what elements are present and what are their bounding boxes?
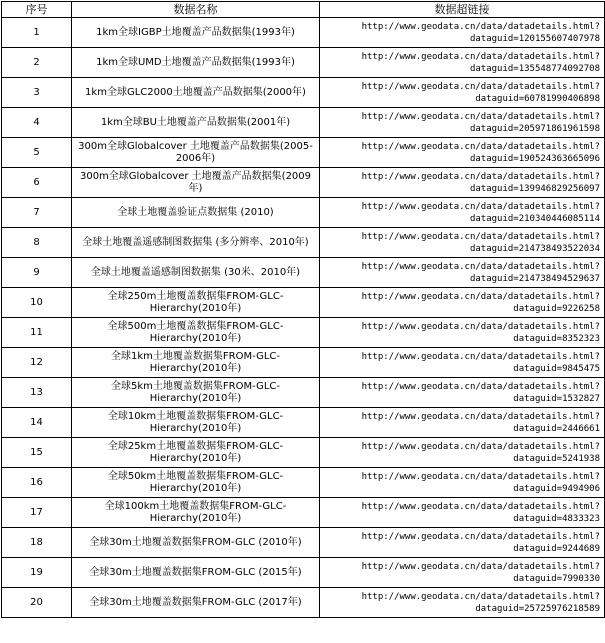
table-row bbox=[2, 288, 605, 318]
row-number: 5 bbox=[2, 138, 72, 168]
row-number: 7 bbox=[2, 198, 72, 228]
link-url-line2[interactable]: dataguid=9226258 bbox=[513, 303, 600, 314]
dataset-name: 全球土地覆盖验证点数据集 (2010) bbox=[72, 198, 320, 228]
row-number: 19 bbox=[2, 558, 72, 588]
link-url-line1[interactable]: http://www.geodata.cn/data/datadetails.html? bbox=[361, 261, 600, 272]
table-row bbox=[2, 498, 605, 528]
row-number: 8 bbox=[2, 228, 72, 258]
dataset-link[interactable] bbox=[320, 108, 605, 138]
row-number: 16 bbox=[2, 468, 72, 498]
dataset-name: 全球土地覆盖遥感制图数据集 (30米、2010年) bbox=[72, 258, 320, 288]
header-hyperlink: 数据超链接 bbox=[320, 2, 605, 18]
table-row bbox=[2, 198, 605, 228]
link-url-line1[interactable]: http://www.geodata.cn/data/datadetails.html? bbox=[361, 441, 600, 452]
dataset-name: 1km全球BU土地覆盖产品数据集(2001年) bbox=[72, 108, 320, 138]
table-row bbox=[2, 108, 605, 138]
dataset-link[interactable] bbox=[320, 408, 605, 438]
table-row bbox=[2, 48, 605, 78]
dataset-link[interactable] bbox=[320, 318, 605, 348]
row-number: 10 bbox=[2, 288, 72, 318]
link-url-line1[interactable]: http://www.geodata.cn/data/datadetails.html? bbox=[361, 471, 600, 482]
table-row bbox=[2, 378, 605, 408]
table-row bbox=[2, 348, 605, 378]
dataset-link[interactable] bbox=[320, 228, 605, 258]
link-url-line2[interactable]: dataguid=9845475 bbox=[513, 363, 600, 374]
link-url-line1[interactable]: http://www.geodata.cn/data/datadetails.html? bbox=[361, 201, 600, 212]
table-row bbox=[2, 408, 605, 438]
dataset-name: 全球500m土地覆盖数据集FROM-GLC-Hierarchy(2010年) bbox=[72, 318, 320, 348]
table-row bbox=[2, 318, 605, 348]
row-number: 6 bbox=[2, 168, 72, 198]
link-url-line1[interactable]: http://www.geodata.cn/data/datadetails.html? bbox=[361, 381, 600, 392]
row-number: 18 bbox=[2, 528, 72, 558]
link-url-line1[interactable]: http://www.geodata.cn/data/datadetails.html? bbox=[361, 561, 600, 572]
link-url-line2[interactable]: dataguid=5241938 bbox=[513, 453, 600, 464]
table-row bbox=[2, 168, 605, 198]
header-dataset-name: 数据名称 bbox=[72, 2, 320, 18]
row-number: 20 bbox=[2, 588, 72, 618]
row-number: 14 bbox=[2, 408, 72, 438]
link-url-line1[interactable]: http://www.geodata.cn/data/datadetails.html? bbox=[361, 411, 600, 422]
dataset-link[interactable] bbox=[320, 378, 605, 408]
row-number: 2 bbox=[2, 48, 72, 78]
dataset-link[interactable] bbox=[320, 168, 605, 198]
dataset-name: 1km全球UMD土地覆盖产品数据集(1993年) bbox=[72, 48, 320, 78]
link-url-line1[interactable]: http://www.geodata.cn/data/datadetails.html? bbox=[361, 321, 600, 332]
link-url-line1[interactable]: http://www.geodata.cn/data/datadetails.html? bbox=[361, 531, 600, 542]
header-number: 序号 bbox=[2, 2, 72, 18]
dataset-name: 300m全球Globalcover 土地覆盖产品数据集(2005-2006年) bbox=[72, 138, 320, 168]
table-row bbox=[2, 528, 605, 558]
link-url-line2[interactable]: dataguid=135548774092708 bbox=[469, 63, 600, 74]
dataset-name: 全球30m土地覆盖数据集FROM-GLC (2017年) bbox=[72, 588, 320, 618]
dataset-name: 全球土地覆盖遥感制图数据集 (多分辨率、2010年) bbox=[72, 228, 320, 258]
row-number: 17 bbox=[2, 498, 72, 528]
row-number: 3 bbox=[2, 78, 72, 108]
dataset-name: 全球5km土地覆盖数据集FROM-GLC-Hierarchy(2010年) bbox=[72, 378, 320, 408]
row-number: 13 bbox=[2, 378, 72, 408]
dataset-name: 全球1km土地覆盖数据集FROM-GLC-Hierarchy(2010年) bbox=[72, 348, 320, 378]
dataset-link[interactable] bbox=[320, 498, 605, 528]
row-number: 4 bbox=[2, 108, 72, 138]
link-url-line2[interactable]: dataguid=190524363665096 bbox=[469, 153, 600, 164]
dataset-name: 全球25km土地覆盖数据集FROM-GLC-Hierarchy(2010年) bbox=[72, 438, 320, 468]
link-url-line1[interactable]: http://www.geodata.cn/data/datadetails.html? bbox=[361, 81, 600, 92]
dataset-name: 1km全球GLC2000土地覆盖产品数据集(2000年) bbox=[72, 78, 320, 108]
link-url-line2[interactable]: dataguid=9494906 bbox=[513, 483, 600, 494]
dataset-link[interactable] bbox=[320, 48, 605, 78]
table-row bbox=[2, 558, 605, 588]
link-url-line2[interactable]: dataguid=1532827 bbox=[513, 393, 600, 404]
link-url-line1[interactable]: http://www.geodata.cn/data/datadetails.html? bbox=[361, 141, 600, 152]
link-url-line2[interactable]: dataguid=9244689 bbox=[513, 543, 600, 554]
link-url-line2[interactable]: dataguid=214738494529637 bbox=[469, 273, 600, 284]
dataset-link[interactable] bbox=[320, 18, 605, 48]
dataset-link[interactable] bbox=[320, 588, 605, 618]
link-url-line1[interactable]: http://www.geodata.cn/data/datadetails.html? bbox=[361, 501, 600, 512]
link-url-line1[interactable]: http://www.geodata.cn/data/datadetails.html? bbox=[361, 351, 600, 362]
table-row bbox=[2, 18, 605, 48]
table-row bbox=[2, 468, 605, 498]
dataset-table bbox=[1, 1, 605, 618]
link-url-line2[interactable]: dataguid=120155607407978 bbox=[469, 33, 600, 44]
link-url-line1[interactable]: http://www.geodata.cn/data/datadetails.html? bbox=[361, 51, 600, 62]
dataset-name: 300m全球Globalcover 土地覆盖产品数据集(2009年) bbox=[72, 168, 320, 198]
link-url-line2[interactable]: dataguid=60781990406898 bbox=[475, 93, 600, 104]
link-url-line1[interactable]: http://www.geodata.cn/data/datadetails.html? bbox=[361, 591, 600, 602]
dataset-name: 全球30m土地覆盖数据集FROM-GLC (2015年) bbox=[72, 558, 320, 588]
row-number: 9 bbox=[2, 258, 72, 288]
link-url-line2[interactable]: dataguid=8352323 bbox=[513, 333, 600, 344]
link-url-line2[interactable]: dataguid=2446661 bbox=[513, 423, 600, 434]
dataset-link[interactable] bbox=[320, 468, 605, 498]
row-number: 11 bbox=[2, 318, 72, 348]
table-row bbox=[2, 228, 605, 258]
dataset-name: 1km全球IGBP土地覆盖产品数据集(1993年) bbox=[72, 18, 320, 48]
row-number: 15 bbox=[2, 438, 72, 468]
link-url-line2[interactable]: dataguid=25725976218589 bbox=[475, 603, 600, 614]
row-number: 12 bbox=[2, 348, 72, 378]
dataset-link[interactable] bbox=[320, 78, 605, 108]
table-row bbox=[2, 138, 605, 168]
row-number: 1 bbox=[2, 18, 72, 48]
dataset-name: 全球30m土地覆盖数据集FROM-GLC (2010年) bbox=[72, 528, 320, 558]
dataset-name: 全球250m土地覆盖数据集FROM-GLC-Hierarchy(2010年) bbox=[72, 288, 320, 318]
dataset-name: 全球100km土地覆盖数据集FROM-GLC-Hierarchy(2010年) bbox=[72, 498, 320, 528]
dataset-link[interactable] bbox=[320, 438, 605, 468]
dataset-link[interactable] bbox=[320, 288, 605, 318]
link-url-line2[interactable]: dataguid=7990330 bbox=[513, 573, 600, 584]
link-url-line1[interactable]: http://www.geodata.cn/data/datadetails.html? bbox=[361, 111, 600, 122]
header-row bbox=[2, 2, 605, 18]
dataset-link[interactable] bbox=[320, 198, 605, 228]
link-url-line2[interactable]: dataguid=139946829256097 bbox=[469, 183, 600, 194]
table-row bbox=[2, 258, 605, 288]
dataset-link[interactable] bbox=[320, 528, 605, 558]
link-url-line1[interactable]: http://www.geodata.cn/data/datadetails.html? bbox=[361, 291, 600, 302]
table-row bbox=[2, 78, 605, 108]
dataset-name: 全球10km土地覆盖数据集FROM-GLC-Hierarchy(2010年) bbox=[72, 408, 320, 438]
link-url-line2[interactable]: dataguid=205971861961598 bbox=[469, 123, 600, 134]
table-row bbox=[2, 588, 605, 618]
dataset-link[interactable] bbox=[320, 258, 605, 288]
link-url-line1[interactable]: http://www.geodata.cn/data/datadetails.html? bbox=[361, 231, 600, 242]
table-row bbox=[2, 438, 605, 468]
link-url-line2[interactable]: dataguid=214738493522034 bbox=[469, 243, 600, 254]
dataset-name: 全球50km土地覆盖数据集FROM-GLC-Hierarchy(2010年) bbox=[72, 468, 320, 498]
dataset-link[interactable] bbox=[320, 138, 605, 168]
dataset-link[interactable] bbox=[320, 348, 605, 378]
link-url-line1[interactable]: http://www.geodata.cn/data/datadetails.html? bbox=[361, 171, 600, 182]
dataset-link[interactable] bbox=[320, 558, 605, 588]
link-url-line1[interactable]: http://www.geodata.cn/data/datadetails.html? bbox=[361, 21, 600, 32]
link-url-line2[interactable]: dataguid=4833323 bbox=[513, 513, 600, 524]
link-url-line2[interactable]: dataguid=210340446085114 bbox=[469, 213, 600, 224]
